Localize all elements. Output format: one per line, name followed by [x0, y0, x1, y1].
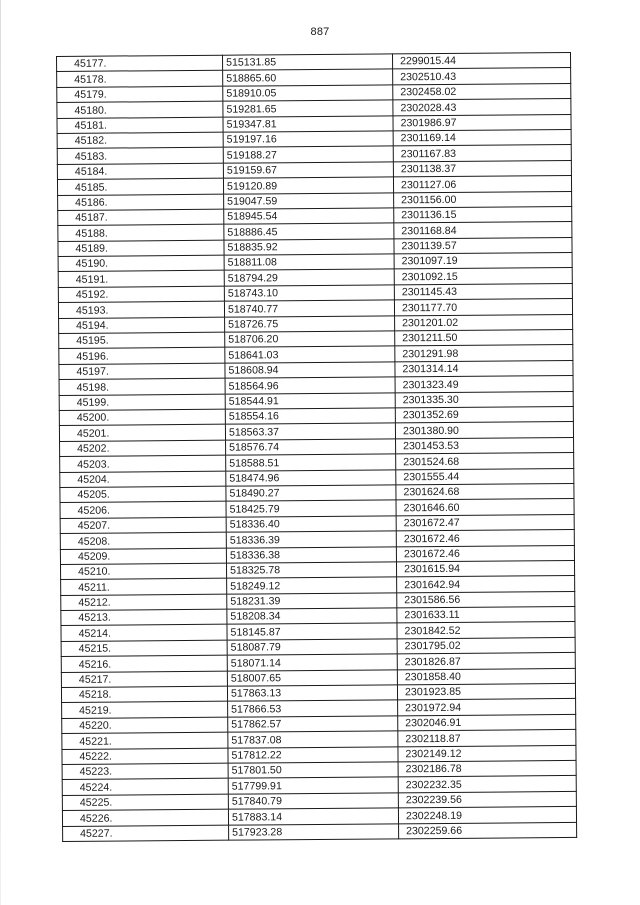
y-coordinate-cell: 2301380.90	[395, 422, 573, 439]
x-coordinate-cell: 518835.92	[224, 239, 394, 256]
x-coordinate-cell: 518608.94	[225, 362, 395, 379]
point-number-cell: 45226.	[62, 809, 228, 826]
y-coordinate-cell: 2301136.15	[394, 206, 572, 223]
point-number-cell: 45189.	[58, 240, 224, 257]
point-number-cell: 45190.	[58, 255, 224, 272]
x-coordinate-cell: 517862.57	[228, 716, 398, 733]
y-coordinate-cell: 2302028.43	[393, 99, 571, 116]
y-coordinate-cell: 2301524.68	[396, 453, 574, 470]
x-coordinate-cell: 518641.03	[225, 346, 395, 363]
x-coordinate-cell: 517840.79	[228, 793, 398, 810]
x-coordinate-cell: 517812.22	[228, 746, 398, 763]
y-coordinate-cell: 2301139.57	[394, 237, 572, 254]
point-number-cell: 45209.	[60, 548, 226, 565]
point-number-cell: 45188.	[58, 224, 224, 241]
point-number-cell: 45225.	[62, 794, 228, 811]
x-coordinate-cell: 517837.08	[228, 731, 398, 748]
x-coordinate-cell: 519047.59	[224, 192, 394, 209]
x-coordinate-cell: 518706.20	[225, 331, 395, 348]
y-coordinate-cell: 2301842.52	[397, 622, 575, 639]
y-coordinate-cell: 2301127.06	[393, 176, 571, 193]
y-coordinate-cell: 2302239.56	[398, 791, 576, 808]
y-coordinate-cell: 2301201.02	[395, 314, 573, 331]
y-coordinate-cell: 2301672.46	[396, 530, 574, 547]
point-number-cell: 45195.	[59, 332, 225, 349]
y-coordinate-cell: 2301092.15	[394, 268, 572, 285]
x-coordinate-cell: 519188.27	[223, 146, 393, 163]
table-row	[63, 822, 577, 841]
y-coordinate-cell: 2301168.84	[394, 222, 572, 239]
x-coordinate-cell: 519159.67	[223, 162, 393, 179]
y-coordinate-cell: 2302149.12	[398, 745, 576, 762]
x-coordinate-cell: 518336.39	[226, 531, 396, 548]
x-coordinate-cell: 518231.39	[227, 593, 397, 610]
x-coordinate-cell: 519197.16	[223, 131, 393, 148]
y-coordinate-cell: 2301169.14	[393, 129, 571, 146]
point-number-cell: 45179.	[57, 86, 223, 103]
y-coordinate-cell: 2301167.83	[393, 145, 571, 162]
y-coordinate-cell: 2301352.69	[395, 406, 573, 423]
point-number-cell: 45196.	[59, 348, 225, 365]
y-coordinate-cell: 2302186.78	[398, 760, 576, 777]
y-coordinate-cell: 2302046.91	[398, 714, 576, 731]
point-number-cell: 45214.	[61, 625, 227, 642]
point-number-cell: 45219.	[62, 702, 228, 719]
point-number-cell: 45215.	[61, 640, 227, 657]
y-coordinate-cell: 2301323.49	[395, 376, 573, 393]
y-coordinate-cell: 2301586.56	[397, 591, 575, 608]
point-number-cell: 45191.	[58, 271, 224, 288]
y-coordinate-cell: 2299015.44	[392, 52, 570, 69]
page-number: 887	[310, 26, 330, 38]
point-number-cell: 45194.	[59, 317, 225, 334]
point-number-cell: 45183.	[57, 148, 223, 165]
x-coordinate-cell: 517799.91	[228, 777, 398, 794]
point-number-cell: 45197.	[59, 363, 225, 380]
point-number-cell: 45207.	[60, 517, 226, 534]
x-coordinate-cell: 517923.28	[229, 823, 399, 840]
y-coordinate-cell: 2301624.68	[396, 483, 574, 500]
point-number-cell: 45220.	[62, 717, 228, 734]
x-coordinate-cell: 518325.78	[226, 562, 396, 579]
point-number-cell: 45184.	[57, 163, 223, 180]
y-coordinate-cell: 2302458.02	[393, 83, 571, 100]
x-coordinate-cell: 518474.96	[226, 469, 396, 486]
x-coordinate-cell: 518554.16	[225, 408, 395, 425]
point-number-cell: 45211.	[61, 578, 227, 595]
x-coordinate-cell: 515131.85	[222, 54, 392, 71]
point-number-cell: 45223.	[62, 763, 228, 780]
point-number-cell: 45222.	[62, 748, 228, 765]
x-coordinate-cell: 518564.96	[225, 377, 395, 394]
point-number-cell: 45177.	[57, 55, 223, 72]
point-number-cell: 45180.	[57, 101, 223, 118]
x-coordinate-cell: 518087.79	[227, 639, 397, 656]
point-number-cell: 45210.	[60, 563, 226, 580]
point-number-cell: 45208.	[60, 532, 226, 549]
y-coordinate-cell: 2301795.02	[397, 637, 575, 654]
point-number-cell: 45199.	[59, 394, 225, 411]
x-coordinate-cell: 518794.29	[224, 269, 394, 286]
coordinates-table	[56, 52, 577, 842]
y-coordinate-cell: 2301138.37	[393, 160, 571, 177]
x-coordinate-cell: 518886.45	[224, 223, 394, 240]
y-coordinate-cell: 2301826.87	[397, 653, 575, 670]
y-coordinate-cell: 2301633.11	[397, 607, 575, 624]
y-coordinate-cell: 2301672.47	[396, 514, 574, 531]
point-number-cell: 45187.	[58, 209, 224, 226]
point-number-cell: 45178.	[57, 71, 223, 88]
point-number-cell: 45221.	[62, 732, 228, 749]
x-coordinate-cell: 518544.91	[225, 392, 395, 409]
x-coordinate-cell: 518910.05	[223, 85, 393, 102]
y-coordinate-cell: 2302118.87	[398, 730, 576, 747]
point-number-cell: 45185.	[57, 178, 223, 195]
x-coordinate-cell: 518336.38	[226, 546, 396, 563]
point-number-cell: 45227.	[63, 825, 229, 842]
point-number-cell: 45218.	[61, 686, 227, 703]
y-coordinate-cell: 2301672.46	[396, 545, 574, 562]
y-coordinate-cell: 2301156.00	[394, 191, 572, 208]
x-coordinate-cell: 518145.87	[227, 623, 397, 640]
point-number-cell: 45200.	[59, 409, 225, 426]
y-coordinate-cell: 2301858.40	[397, 668, 575, 685]
x-coordinate-cell: 518588.51	[226, 454, 396, 471]
point-number-cell: 45186.	[58, 194, 224, 211]
x-coordinate-cell: 517883.14	[228, 808, 398, 825]
x-coordinate-cell: 519281.65	[223, 100, 393, 117]
x-coordinate-cell: 518007.65	[227, 669, 397, 686]
y-coordinate-cell: 2301646.60	[396, 499, 574, 516]
x-coordinate-cell: 517866.53	[228, 700, 398, 717]
point-number-cell: 45205.	[60, 486, 226, 503]
point-number-cell: 45202.	[60, 440, 226, 457]
y-coordinate-cell: 2301211.50	[395, 329, 573, 346]
y-coordinate-cell: 2301314.14	[395, 360, 573, 377]
point-number-cell: 45216.	[61, 655, 227, 672]
y-coordinate-cell: 2302232.35	[398, 776, 576, 793]
point-number-cell: 45198.	[59, 378, 225, 395]
y-coordinate-cell: 2301453.53	[396, 437, 574, 454]
x-coordinate-cell: 517863.13	[227, 685, 397, 702]
point-number-cell: 45204.	[60, 471, 226, 488]
coordinates-table-body	[57, 52, 577, 841]
point-number-cell: 45201.	[59, 425, 225, 442]
y-coordinate-cell: 2302248.19	[398, 807, 576, 824]
x-coordinate-cell: 519120.89	[223, 177, 393, 194]
y-coordinate-cell: 2301986.97	[393, 114, 571, 131]
point-number-cell: 45192.	[58, 286, 224, 303]
x-coordinate-cell: 518576.74	[226, 439, 396, 456]
y-coordinate-cell: 2301972.94	[398, 699, 576, 716]
y-coordinate-cell: 2301145.43	[394, 283, 572, 300]
x-coordinate-cell: 519347.81	[223, 115, 393, 132]
x-coordinate-cell: 518208.34	[227, 608, 397, 625]
x-coordinate-cell: 518743.10	[224, 285, 394, 302]
y-coordinate-cell: 2302510.43	[393, 68, 571, 85]
x-coordinate-cell: 518425.79	[226, 500, 396, 517]
y-coordinate-cell: 2301177.70	[394, 299, 572, 316]
y-coordinate-cell: 2301642.94	[397, 576, 575, 593]
point-number-cell: 45181.	[57, 117, 223, 134]
point-number-cell: 45224.	[62, 779, 228, 796]
point-number-cell: 45193.	[58, 301, 224, 318]
y-coordinate-cell: 2301291.98	[395, 345, 573, 362]
y-coordinate-cell: 2301555.44	[396, 468, 574, 485]
point-number-cell: 45212.	[61, 594, 227, 611]
point-number-cell: 45206.	[60, 502, 226, 519]
x-coordinate-cell: 518563.37	[225, 423, 395, 440]
x-coordinate-cell: 518740.77	[224, 300, 394, 317]
x-coordinate-cell: 518071.14	[227, 654, 397, 671]
x-coordinate-cell: 518490.27	[226, 485, 396, 502]
point-number-cell: 45217.	[61, 671, 227, 688]
y-coordinate-cell: 2301615.94	[396, 560, 574, 577]
x-coordinate-cell: 518726.75	[225, 315, 395, 332]
y-coordinate-cell: 2302259.66	[399, 822, 577, 839]
point-number-cell: 45203.	[60, 455, 226, 472]
x-coordinate-cell: 518865.60	[223, 69, 393, 86]
coordinates-table-wrapper	[56, 52, 576, 842]
scan-margin-line	[0, 0, 1, 905]
x-coordinate-cell: 517801.50	[228, 762, 398, 779]
x-coordinate-cell: 518945.54	[224, 208, 394, 225]
x-coordinate-cell: 518249.12	[227, 577, 397, 594]
x-coordinate-cell: 518336.40	[226, 516, 396, 533]
y-coordinate-cell: 2301335.30	[395, 391, 573, 408]
point-number-cell: 45213.	[61, 609, 227, 626]
point-number-cell: 45182.	[57, 132, 223, 149]
x-coordinate-cell: 518811.08	[224, 254, 394, 271]
y-coordinate-cell: 2301923.85	[397, 683, 575, 700]
y-coordinate-cell: 2301097.19	[394, 253, 572, 270]
